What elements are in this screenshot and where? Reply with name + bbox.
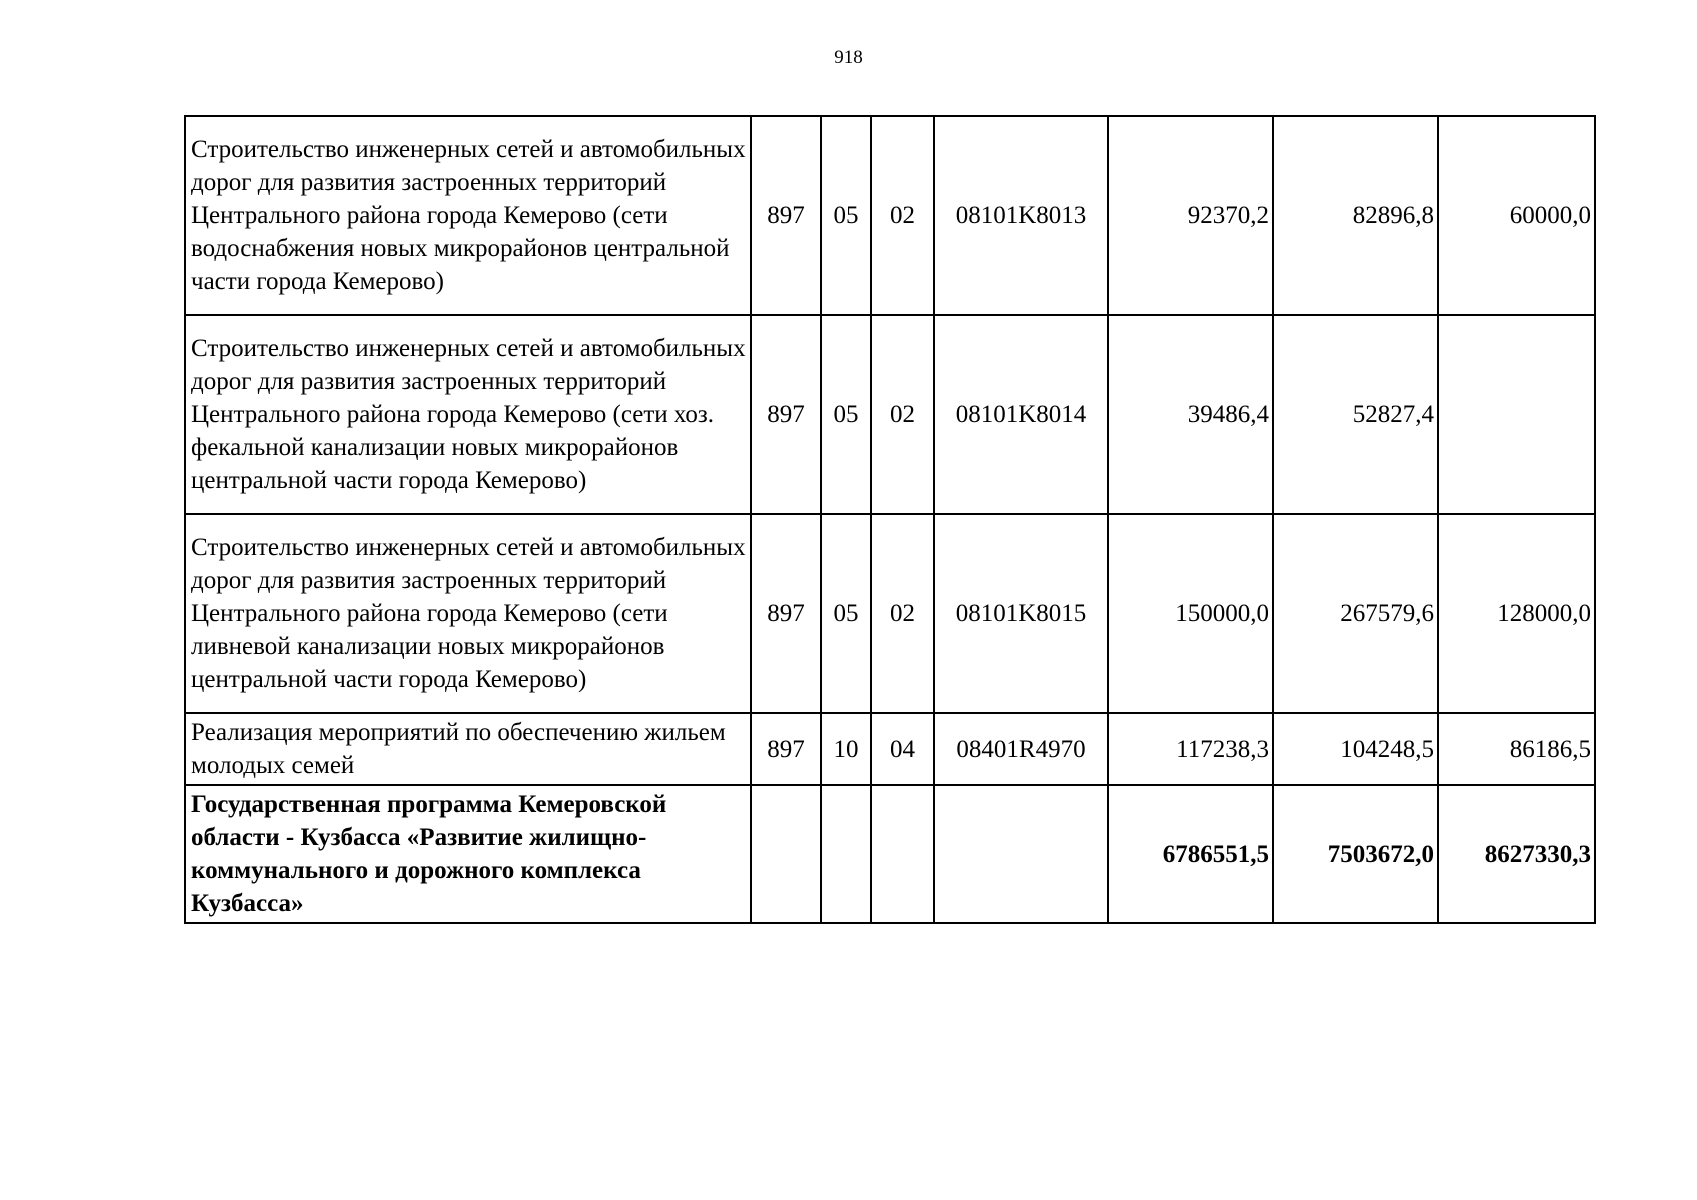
table-row [185,315,1595,514]
value-3-cell [1438,315,1595,514]
section-code-cell: 05 [821,315,871,514]
target-code-cell: 08101K8014 [934,315,1108,514]
subsection-code-cell: 04 [871,713,934,785]
ministry-code-cell: 897 [751,116,821,315]
section-code-cell [821,785,871,923]
table-row [185,514,1595,713]
row-name-cell: Государственная программа Кемеровской области - Кузбасса «Развитие жилищно-коммунального и дорожного комплекса Кузбасса» [185,785,751,923]
value-2-cell: 267579,6 [1273,514,1438,713]
row-name-cell: Реализация мероприятий по обеспечению жильем молодых семей [185,713,751,785]
value-2-cell: 7503672,0 [1273,785,1438,923]
subsection-code-cell: 02 [871,315,934,514]
value-2-cell: 104248,5 [1273,713,1438,785]
value-1-cell: 92370,2 [1108,116,1273,315]
row-name-cell: Строительство инженерных сетей и автомобильных дорог для развития застроенных территорий Центрального района города Кемерово (сети ливневой канализации новых микрорайонов центральной части города Кемерово) [185,514,751,713]
target-code-cell [934,785,1108,923]
value-3-cell: 60000,0 [1438,116,1595,315]
subsection-code-cell [871,785,934,923]
value-1-cell: 117238,3 [1108,713,1273,785]
value-2-cell: 52827,4 [1273,315,1438,514]
value-1-cell: 150000,0 [1108,514,1273,713]
value-1-cell: 6786551,5 [1108,785,1273,923]
subsection-code-cell: 02 [871,116,934,315]
ministry-code-cell: 897 [751,713,821,785]
section-code-cell: 10 [821,713,871,785]
ministry-code-cell: 897 [751,315,821,514]
target-code-cell: 08401R4970 [934,713,1108,785]
budget-table [184,115,1596,924]
subsection-code-cell: 02 [871,514,934,713]
value-3-cell: 86186,5 [1438,713,1595,785]
table-row [185,713,1595,785]
table-row [185,116,1595,315]
section-code-cell: 05 [821,514,871,713]
value-2-cell: 82896,8 [1273,116,1438,315]
table-row-total [185,785,1595,923]
value-3-cell: 8627330,3 [1438,785,1595,923]
row-name-cell: Строительство инженерных сетей и автомобильных дорог для развития застроенных территорий Центрального района города Кемерово (сети водоснабжения новых микрорайонов центральной части города Кемерово) [185,116,751,315]
section-code-cell: 05 [821,116,871,315]
target-code-cell: 08101K8015 [934,514,1108,713]
value-1-cell: 39486,4 [1108,315,1273,514]
value-3-cell: 128000,0 [1438,514,1595,713]
ministry-code-cell: 897 [751,514,821,713]
page-number: 918 [834,47,863,68]
ministry-code-cell [751,785,821,923]
target-code-cell: 08101K8013 [934,116,1108,315]
row-name-cell: Строительство инженерных сетей и автомобильных дорог для развития застроенных территорий Центрального района города Кемерово (сети хоз. фекальной канализации новых микрорайонов центральной части города Кемерово) [185,315,751,514]
